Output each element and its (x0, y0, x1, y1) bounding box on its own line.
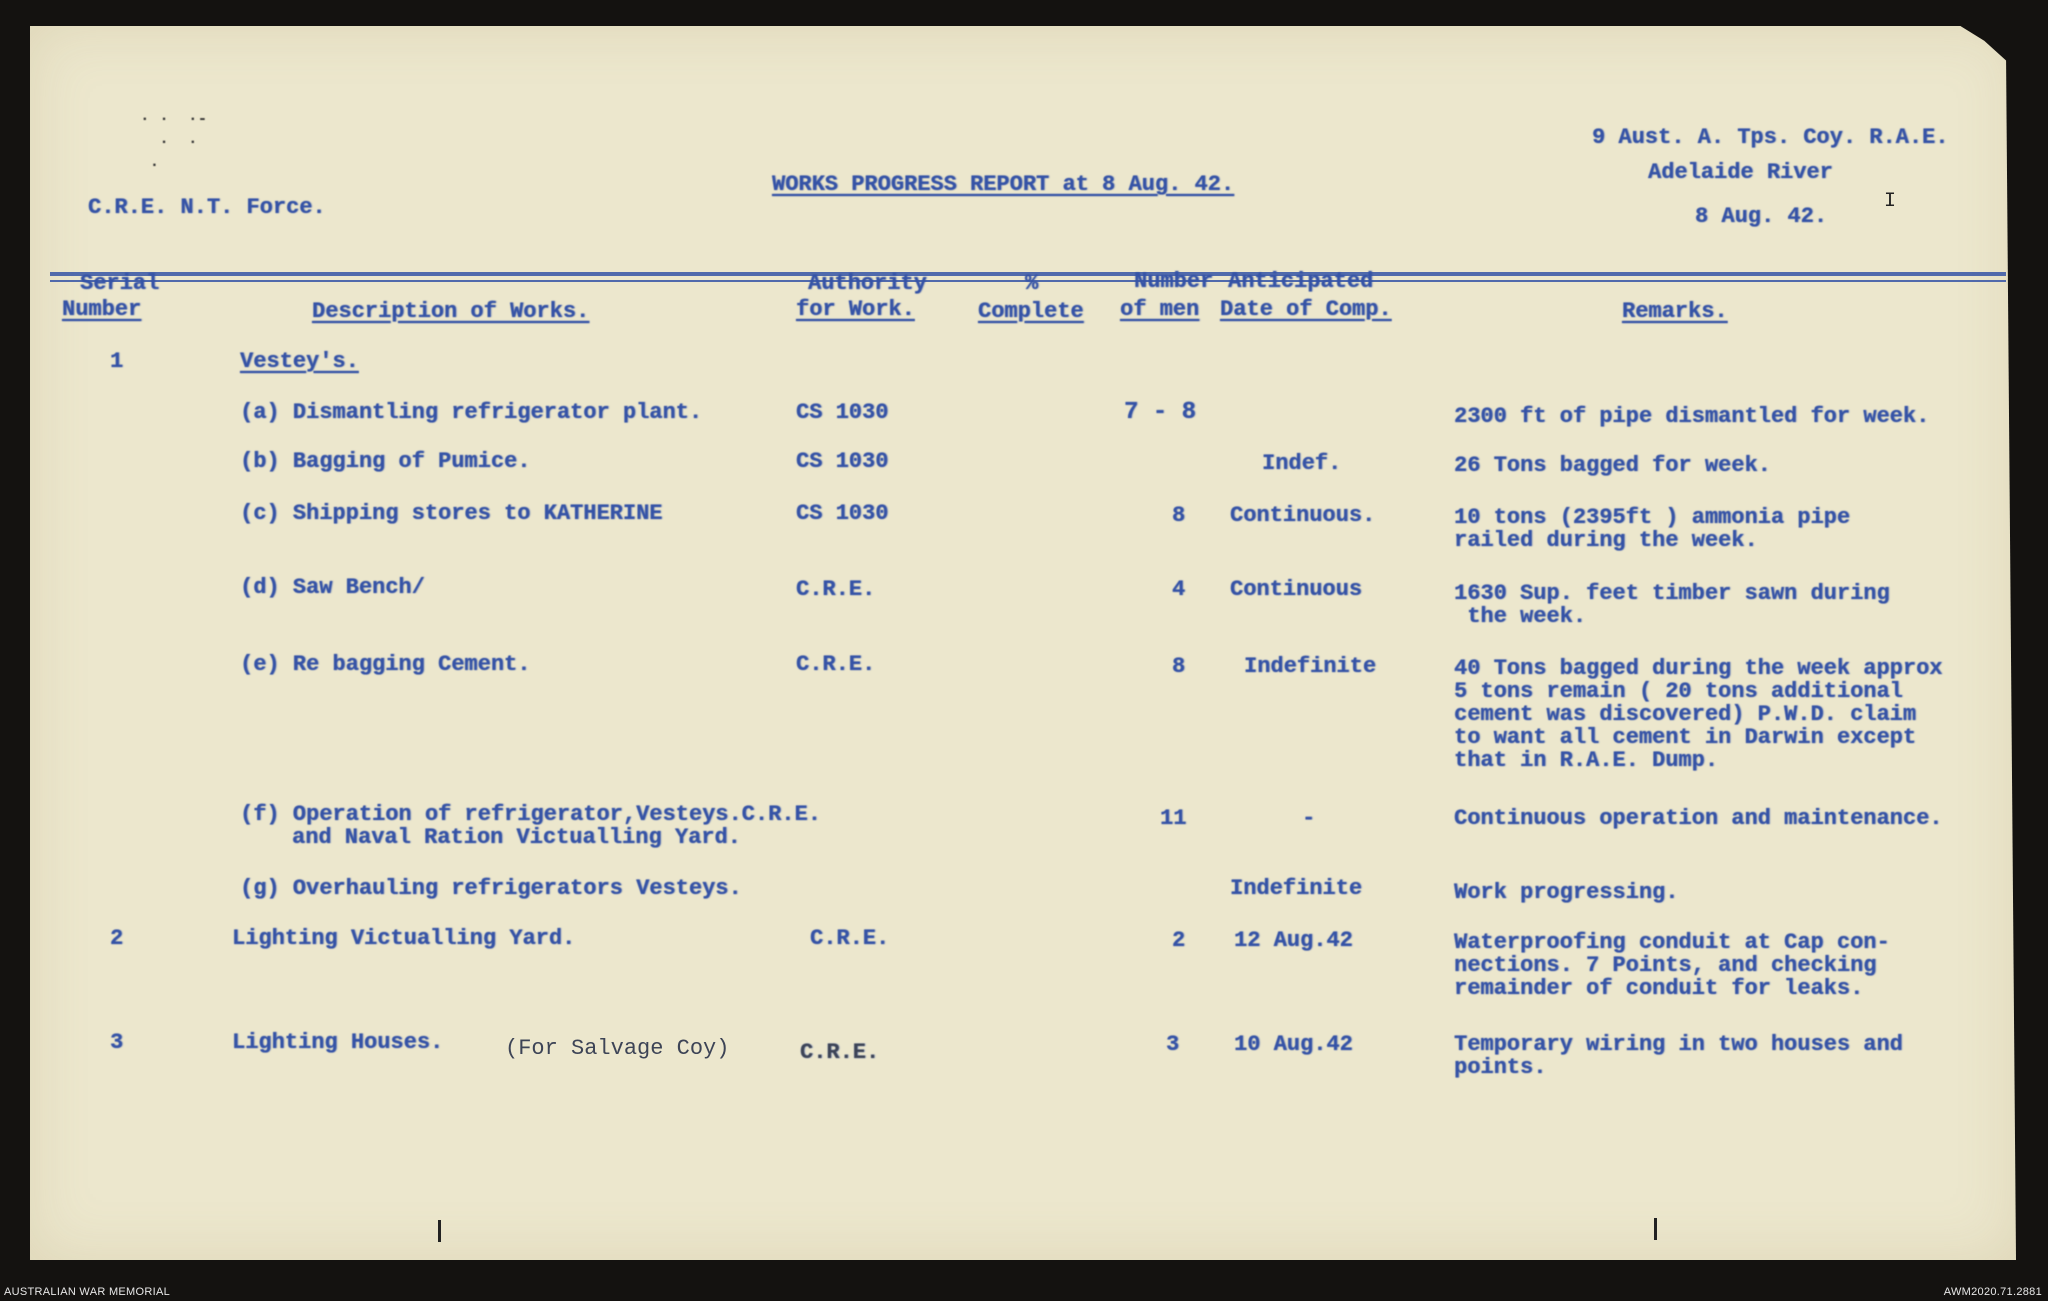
col-authority-line1: Authority (808, 271, 927, 296)
remark-line: to want all cement in Darwin except (1454, 725, 1917, 750)
completion-date: 10 Aug.42 (1234, 1032, 1353, 1057)
work-authority: C.R.E. (810, 926, 890, 951)
remark-line: 10 tons (2395ft ) ammonia pipe (1454, 505, 1851, 530)
remark-line: Temporary wiring in two houses and (1454, 1032, 1903, 1057)
work-authority: CS 1030 (796, 449, 889, 474)
serial-number: 3 (110, 1030, 124, 1055)
men-count: 11 (1160, 806, 1187, 831)
col-authority-line2: for Work. (796, 297, 915, 322)
col-men-line2: of men (1120, 297, 1200, 322)
col-serial-line1: Serial (80, 271, 160, 296)
section-heading: Vestey's. (240, 349, 359, 374)
work-description: (a) Dismantling refrigerator plant. (240, 400, 703, 425)
work-description: (d) Saw Bench/ (240, 575, 425, 600)
addressee: C.R.E. N.T. Force. (88, 195, 326, 220)
corner-marks: · · ·‐ · · · (140, 110, 208, 174)
work-authority: C.R.E. (796, 577, 876, 602)
work-authority: C.R.E. (800, 1040, 880, 1065)
handwritten-note: (For Salvage Coy) (505, 1036, 730, 1061)
remark-line: 26 Tons bagged for week. (1454, 453, 1771, 478)
work-authority: CS 1030 (796, 400, 889, 425)
col-complete-line2: Complete (978, 299, 1084, 324)
col-anticipated-line1: Anticipated (1228, 269, 1374, 294)
men-count: 2 (1172, 928, 1186, 953)
serial-number: 1 (110, 349, 124, 374)
men-count: 4 (1172, 577, 1186, 602)
col-description: Description of Works. (312, 299, 590, 324)
remark-line: Continuous operation and maintenance. (1454, 806, 1943, 831)
remark-line: remainder of conduit for leaks. (1454, 976, 1864, 1001)
remark-line: points. (1454, 1055, 1547, 1080)
remark-line: cement was discovered) P.W.D. claim (1454, 702, 1917, 727)
men-count: 3 (1166, 1032, 1180, 1057)
unit-name: 9 Aust. A. Tps. Coy. R.A.E. (1592, 125, 1949, 150)
work-description: (f) Operation of refrigerator,Vesteys.C.R.E. (240, 802, 821, 827)
archive-reference: AWM2020.71.2881 (1943, 1286, 2042, 1298)
completion-date: Indef. (1262, 451, 1342, 476)
col-remarks: Remarks. (1622, 299, 1728, 324)
completion-date: Continuous (1230, 577, 1363, 602)
remark-line: nections. 7 Points, and checking (1454, 953, 1877, 978)
work-authority: C.R.E. (796, 652, 876, 677)
col-complete-line1: % (1025, 271, 1039, 296)
work-description: (c) Shipping stores to KATHERINE (240, 501, 663, 526)
archive-credit: AUSTRALIAN WAR MEMORIAL (4, 1286, 171, 1298)
col-men-line1: Number (1134, 269, 1214, 294)
remark-line: the week. (1454, 604, 1587, 629)
col-anticipated-line2: Date of Comp. (1220, 297, 1392, 322)
work-description: (e) Re bagging Cement. (240, 652, 531, 677)
serial-number: 2 (110, 926, 124, 951)
report-date: 8 Aug. 42. (1695, 204, 1828, 229)
remark-line: 40 Tons bagged during the week approx (1454, 656, 1943, 681)
men-count: 7 - 8 (1124, 399, 1197, 426)
men-count: 8 (1172, 654, 1186, 679)
remark-line: railed during the week. (1454, 528, 1758, 553)
document-title: WORKS PROGRESS REPORT at 8 Aug. 42. (772, 172, 1235, 197)
work-description: (b) Bagging of Pumice. (240, 449, 531, 474)
remark-line: that in R.A.E. Dump. (1454, 748, 1719, 773)
remark-line: Work progressing. (1454, 880, 1679, 905)
work-description: Lighting Victualling Yard. (232, 926, 576, 951)
work-authority: CS 1030 (796, 501, 889, 526)
remark-line: Waterproofing conduit at Cap con- (1454, 930, 1890, 955)
men-count: 8 (1172, 503, 1186, 528)
pencil-mark: I (1884, 190, 1897, 213)
binding-mark-right (1654, 1218, 1657, 1240)
completion-date: 12 Aug.42 (1234, 928, 1353, 953)
col-serial-line2: Number (62, 297, 142, 322)
binding-mark-left (438, 1220, 441, 1242)
work-description: (g) Overhauling refrigerators Vesteys. (240, 876, 742, 901)
remark-line: 1630 Sup. feet timber sawn during (1454, 581, 1890, 606)
remark-line: 2300 ft of pipe dismantled for week. (1454, 404, 1930, 429)
work-description: Lighting Houses. (232, 1030, 444, 1055)
remark-line: 5 tons remain ( 20 tons additional (1454, 679, 1903, 704)
work-description-continued: and Naval Ration Victualling Yard. (292, 825, 741, 850)
completion-date: Indefinite (1230, 876, 1363, 901)
completion-date: Indefinite (1244, 654, 1377, 679)
completion-date: - (1302, 806, 1316, 831)
unit-location: Adelaide River (1648, 160, 1833, 185)
completion-date: Continuous. (1230, 503, 1376, 528)
